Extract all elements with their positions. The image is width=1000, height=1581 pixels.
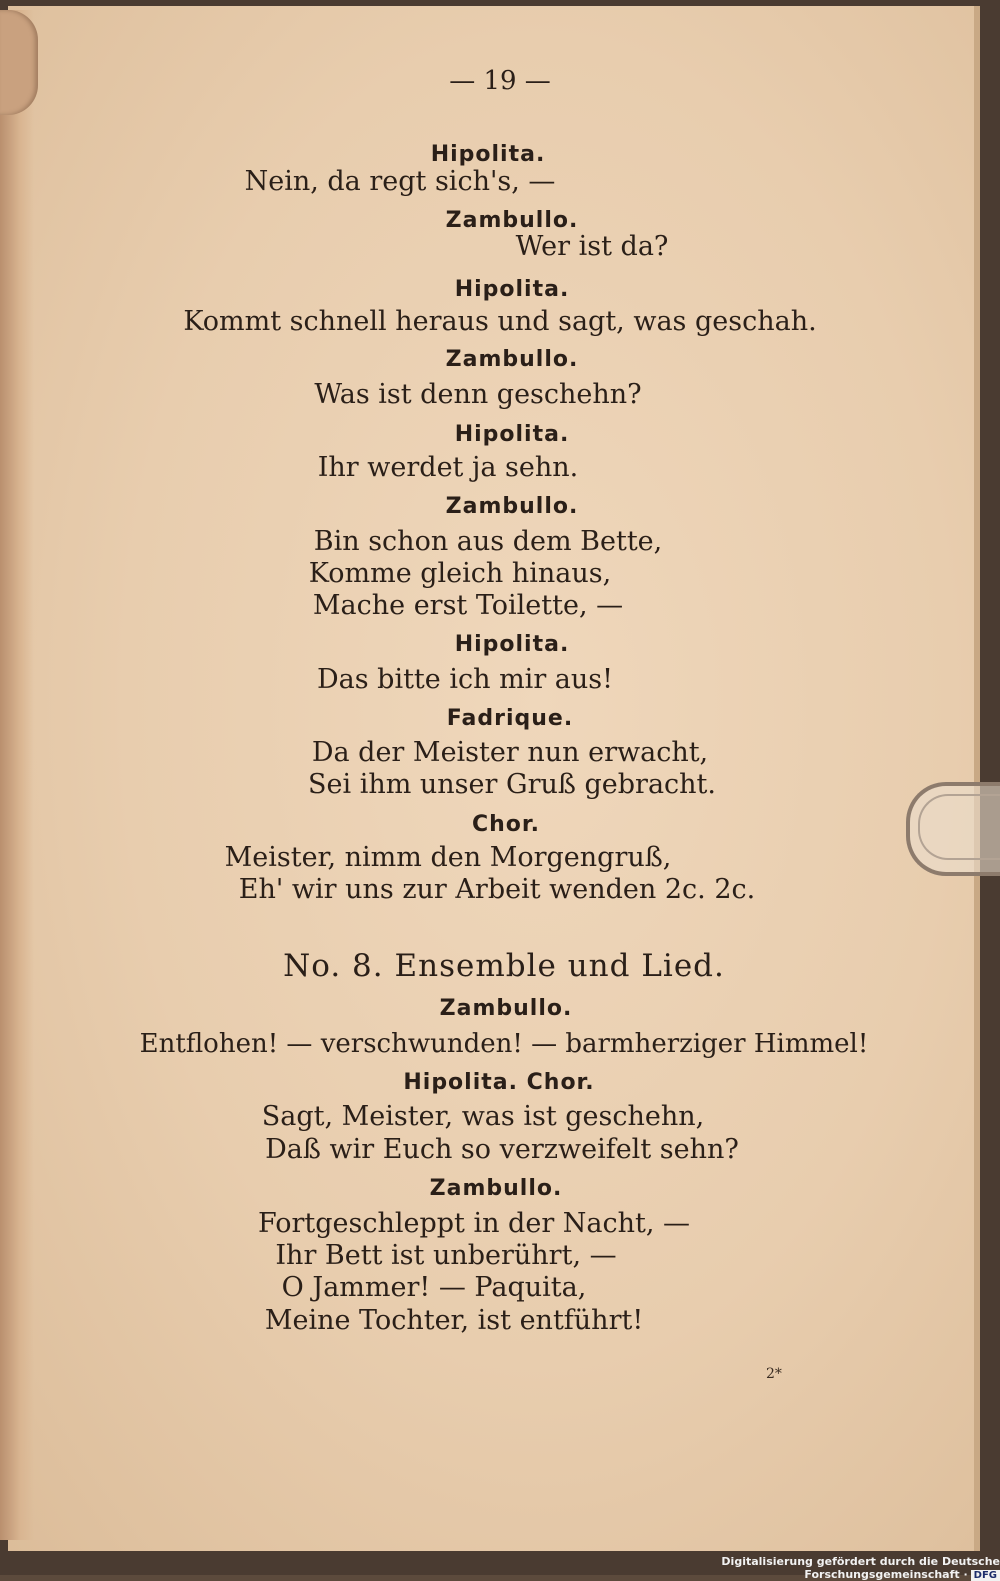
- speaker-label: Zambullo.: [429, 1176, 563, 1201]
- dfg-logo: DFG: [971, 1570, 1000, 1581]
- verse-line: Daß wir Euch so verzweifelt sehn?: [265, 1134, 739, 1165]
- verse-line: Sagt, Meister, was ist geschehn,: [261, 1101, 705, 1132]
- verse-line: Kommt schnell heraus und sagt, was geschah.: [183, 306, 817, 337]
- speaker-label: Zambullo.: [439, 996, 573, 1021]
- verse-line: Entflohen! — verschwunden! — barmherziger Himmel!: [139, 1029, 869, 1059]
- speaker-label: Zambullo.: [445, 347, 579, 372]
- verse-line: Komme gleich hinaus,: [308, 558, 612, 589]
- verse-line: Meine Tochter, ist entführt!: [264, 1305, 644, 1336]
- page-number: — 19 —: [449, 66, 551, 96]
- verse-line: Das bitte ich mir aus!: [316, 664, 613, 695]
- verse-line: Eh' wir uns zur Arbeit wenden 2c. 2c.: [238, 874, 756, 905]
- verse-line: Nein, da regt sich's, —: [244, 166, 556, 197]
- speaker-label: Chor.: [472, 812, 540, 837]
- speaker-label: Hipolita.: [454, 422, 570, 447]
- speaker-label: Hipolita. Chor.: [403, 1070, 595, 1095]
- verse-line: Wer ist da?: [515, 231, 669, 262]
- binding-tear: [0, 10, 38, 115]
- speaker-label: Fadrique.: [446, 706, 574, 731]
- verse-line: Fortgeschleppt in der Nacht, —: [257, 1208, 691, 1239]
- verse-line: Was ist denn geschehn?: [314, 379, 642, 410]
- verse-line: Bin schon aus dem Bette,: [313, 526, 663, 557]
- verse-line: Da der Meister nun erwacht,: [311, 737, 709, 768]
- signature-mark: 2*: [766, 1366, 782, 1382]
- verse-line: Mache erst Toilette, —: [312, 590, 624, 621]
- digitization-footer: [600, 1555, 1000, 1581]
- verse-line: Ihr Bett ist unberührt, —: [275, 1240, 617, 1271]
- speaker-label: Zambullo.: [445, 494, 579, 519]
- section-heading: No. 8. Ensemble und Lied.: [283, 948, 725, 984]
- speaker-label: Hipolita.: [430, 142, 546, 167]
- speaker-label: Zambullo.: [445, 208, 579, 233]
- footer-text: Digitalisierung gefördert durch die Deutsche Forschungsgemeinschaft ·: [721, 1555, 1000, 1581]
- verse-line: Sei ihm unser Gruß gebracht.: [308, 769, 716, 800]
- speaker-label: Hipolita.: [454, 277, 570, 302]
- verse-line: Meister, nimm den Morgengruß,: [224, 842, 672, 873]
- speaker-label: Hipolita.: [454, 632, 570, 657]
- verse-line: Ihr werdet ja sehn.: [317, 452, 579, 483]
- verse-line: O Jammer! — Paquita,: [281, 1272, 587, 1303]
